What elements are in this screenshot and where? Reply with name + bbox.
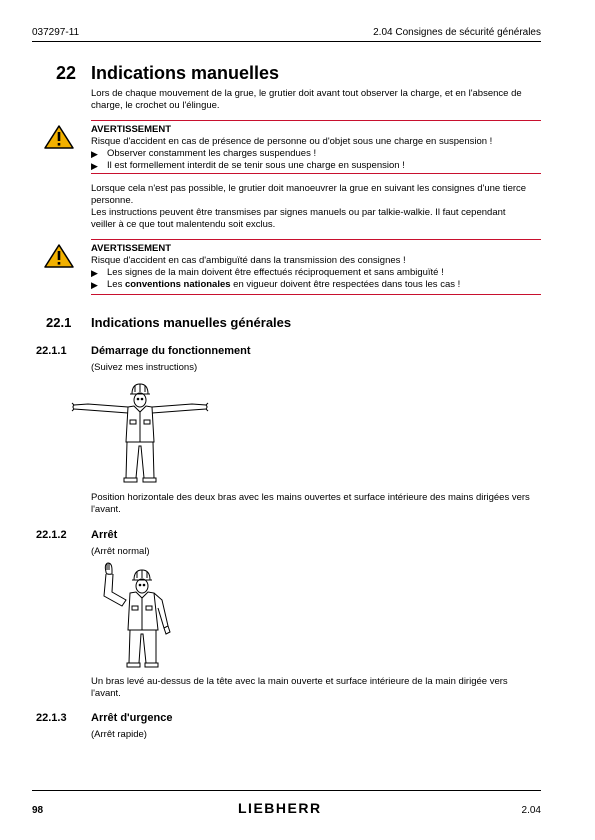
warning-top-rule <box>91 239 541 240</box>
signal-figure-start-illustration <box>70 380 210 485</box>
warning-bottom-rule <box>91 294 541 295</box>
figure-caption: Un bras levé au-dessus de la tête avec la main ouverte et surface intérieure de la main dirigée vers l'avant. <box>91 676 508 699</box>
section-title: Indications manuelles générales <box>91 315 292 330</box>
list-item: ▶ Il est formellement interdit de se tenir sous une charge en suspension ! <box>91 160 405 171</box>
warning-bottom-rule <box>91 173 541 174</box>
liebherr-logo: LIEBHERR <box>238 800 322 816</box>
subsection-note: (Suivez mes instructions) <box>91 362 198 373</box>
page-number: 98 <box>32 805 44 816</box>
footer-rule <box>32 790 541 791</box>
subsection-number: 22.1.1 <box>36 345 67 357</box>
section-header: 2.04 Consignes de sécurité générales <box>373 27 541 38</box>
warning-text: Risque d'accident en cas d'ambiguïté dans la transmission des consignes ! <box>91 255 406 266</box>
subsection-title: Arrêt d'urgence <box>91 712 173 724</box>
warning-title: AVERTISSEMENT <box>91 243 172 254</box>
paragraph: Lorsque cela n'est pas possible, le grutier doit manoeuvrer la grue en suivant les consignes d'une tierce personne. Les instructions peuvent être transmises par signes manuels ou par talkie-walkie. Il faut cependant veiller à ce que tout malentendu soit exclus. <box>91 183 527 230</box>
warning-triangle-icon <box>44 244 74 268</box>
subsection-number: 22.1.3 <box>36 712 67 724</box>
section-number: 22.1 <box>46 315 72 330</box>
chapter-number: 22 <box>56 63 77 83</box>
triangle-right-icon: ▶ <box>91 161 98 171</box>
subsection-title: Démarrage du fonctionnement <box>91 345 251 357</box>
triangle-right-icon: ▶ <box>91 149 98 159</box>
warning-box <box>91 124 541 172</box>
triangle-right-icon: ▶ <box>91 268 98 278</box>
warning-triangle-icon <box>44 125 74 149</box>
figure-caption: Position horizontale des deux bras avec les mains ouvertes et surface intérieure des mains dirigées vers l'avant. <box>91 492 530 515</box>
doc-id: 037297-11 <box>32 27 80 38</box>
list-item: ▶ Les conventions nationales en vigueur doivent être respectées dans tous les cas ! <box>91 279 461 290</box>
subsection-note: (Arrêt normal) <box>91 546 150 557</box>
warning-title: AVERTISSEMENT <box>91 124 172 135</box>
subsection-title: Arrêt <box>91 529 118 541</box>
header-rule <box>32 41 541 42</box>
signal-figure-stop-illustration <box>96 560 180 670</box>
subsection-note: (Arrêt rapide) <box>91 729 147 740</box>
list-item: ▶ Observer constamment les charges suspendues ! <box>91 148 317 159</box>
warning-text: Risque d'accident en cas de présence de personne ou d'objet sous une charge en suspension ! <box>91 136 493 147</box>
chapter-title: Indications manuelles <box>91 63 280 83</box>
warning-box <box>91 243 541 291</box>
chapter-intro: Lors de chaque mouvement de la grue, le grutier doit avant tout observer la charge, et en l'absence de charge, le crochet ou l'élingue. <box>91 88 522 111</box>
subsection-number: 22.1.2 <box>36 529 67 541</box>
warning-top-rule <box>91 120 541 121</box>
list-item: ▶ Les signes de la main doivent être effectués réciproquement et sans ambiguïté ! <box>91 267 444 278</box>
triangle-right-icon: ▶ <box>91 280 98 290</box>
version-label: 2.04 <box>521 805 541 816</box>
